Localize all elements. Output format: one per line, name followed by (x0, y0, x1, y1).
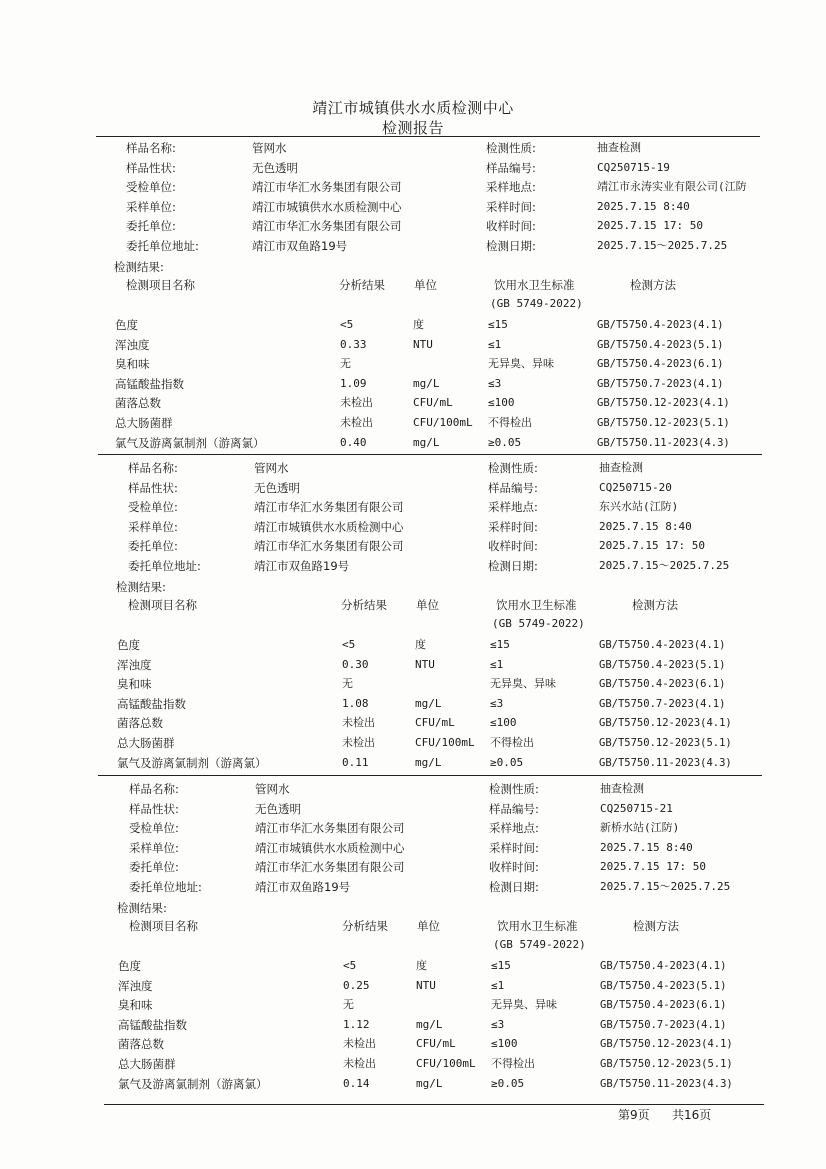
cell-item: 色度 (117, 638, 140, 652)
label-test-date: 检测日期: (486, 239, 536, 253)
cell-item: 高锰酸盐指数 (117, 696, 186, 711)
label-sampling-unit: 采样单位: (129, 840, 179, 855)
report-section (0, 459, 826, 770)
cell-result: 0.30 (342, 657, 369, 671)
table-row (0, 658, 826, 674)
cell-standard: 不得检出 (490, 736, 534, 749)
value-client-unit: 靖江市华汇水务集团有限公司 (254, 539, 404, 554)
cell-unit: mg/L (413, 376, 440, 390)
cell-standard: ≤1 (491, 978, 505, 992)
value-inspected-unit: 靖江市华汇水务集团有限公司 (254, 500, 404, 515)
label-sampling-unit: 采样单位: (128, 519, 178, 534)
table-row (0, 436, 826, 452)
label-receive-time: 收样时间: (486, 219, 536, 234)
cell-unit: 度 (415, 638, 426, 651)
cell-item: 总大肠菌群 (115, 416, 173, 430)
report-section (0, 780, 826, 1091)
cell-method: GB/T5750.7-2023(4.1) (599, 697, 726, 710)
cell-method: GB/T5750.4-2023(5.1) (600, 979, 727, 992)
label-sample-nature: 样品性状: (126, 160, 176, 175)
table-row (0, 716, 826, 732)
cell-item: 高锰酸盐指数 (118, 1017, 187, 1032)
cell-method: GB/T5750.12-2023(4.1) (597, 397, 730, 410)
cell-standard: ≤100 (491, 1037, 518, 1051)
cell-item: 浑浊度 (115, 337, 150, 352)
cell-result: 1.09 (340, 376, 367, 390)
cell-method: GB/T5750.11-2023(4.3) (597, 436, 730, 449)
label-client-unit: 委托单位: (128, 539, 178, 554)
cell-item: 臭和味 (117, 677, 152, 692)
value-sampling-site: 靖江市永涛实业有限公司(江防 (597, 180, 747, 194)
cell-result: 未检出 (340, 416, 373, 429)
table-row (0, 677, 826, 693)
value-sampling-time: 2025.7.15 8:40 (600, 840, 693, 854)
col-unit-header: 单位 (417, 919, 440, 933)
cell-result: 未检出 (340, 396, 373, 410)
cell-standard: 无异臭、异味 (491, 998, 557, 1012)
cell-method: GB/T5750.7-2023(4.1) (600, 1018, 727, 1031)
cell-standard: ≥0.05 (491, 1076, 525, 1090)
table-row (0, 979, 826, 995)
cell-item: 臭和味 (118, 998, 153, 1013)
cell-standard: ≤1 (488, 337, 502, 351)
label-test-date: 检测日期: (488, 559, 538, 573)
cell-method: GB/T5750.4-2023(5.1) (597, 338, 724, 351)
value-client-address: 靖江市双鱼路19号 (255, 880, 351, 894)
cell-standard: 无异臭、异味 (490, 677, 556, 691)
cell-unit: NTU (413, 337, 433, 351)
value-receive-time: 2025.7.15 17: 50 (597, 219, 703, 233)
cell-result: 未检出 (343, 1057, 376, 1070)
label-receive-time: 收样时间: (488, 539, 538, 554)
cell-unit: 度 (416, 959, 427, 972)
cell-result: 1.08 (342, 696, 369, 710)
cell-method: GB/T5750.4-2023(5.1) (599, 658, 726, 671)
col-result-header: 分析结果 (342, 919, 388, 933)
cell-item: 色度 (115, 318, 138, 332)
value-inspected-unit: 靖江市华汇水务集团有限公司 (252, 180, 402, 195)
cell-method: GB/T5750.12-2023(5.1) (600, 1058, 733, 1070)
cell-method: GB/T5750.7-2023(4.1) (597, 377, 724, 390)
cell-result: 无 (340, 357, 351, 371)
col-unit-header: 单位 (414, 278, 437, 292)
label-sample-name: 样品名称: (128, 461, 178, 475)
cell-result: 0.11 (342, 755, 369, 769)
cell-method: GB/T5750.12-2023(5.1) (599, 737, 732, 749)
value-test-nature: 抽查检测 (599, 461, 643, 474)
report-org-title: 靖江市城镇供水水质检测中心 (312, 99, 514, 117)
cell-item: 氯气及游离氯制剂（游离氯） (115, 435, 265, 450)
value-sampling-unit: 靖江市城镇供水水质检测中心 (252, 199, 402, 214)
cell-method: GB/T5750.4-2023(6.1) (599, 678, 726, 691)
cell-unit: CFU/mL (416, 1037, 456, 1051)
col-method-header: 检测方法 (633, 919, 679, 933)
cell-item: 总大肠菌群 (118, 1057, 176, 1071)
col-standard-header: 饮用水卫生标准 (497, 919, 578, 933)
cell-standard: 不得检出 (491, 1057, 535, 1070)
label-test-nature: 检测性质: (486, 141, 536, 155)
value-sample-name: 管网水 (255, 782, 290, 796)
label-client-unit: 委托单位: (126, 219, 176, 234)
table-row (0, 959, 826, 975)
cell-result: 未检出 (342, 736, 375, 749)
value-sample-nature: 无色透明 (252, 160, 298, 175)
cell-unit: CFU/100mL (416, 1057, 476, 1070)
col-item-header: 检测项目名称 (126, 278, 195, 292)
value-test-date: 2025.7.15～2025.7.25 (599, 559, 730, 572)
value-sampling-site: 东兴水站(江防) (599, 500, 679, 514)
table-row (0, 357, 826, 373)
cell-item: 浑浊度 (117, 657, 152, 672)
cell-item: 氯气及游离氯制剂（游离氯） (117, 755, 267, 770)
label-client-address: 委托单位地址: (126, 239, 199, 253)
label-sample-nature: 样品性状: (128, 480, 178, 495)
label-test-nature: 检测性质: (488, 461, 538, 475)
col-method-header: 检测方法 (630, 278, 676, 292)
table-row (0, 416, 826, 432)
cell-method: GB/T5750.4-2023(4.1) (597, 319, 724, 331)
value-sample-no: CQ250715-21 (600, 801, 673, 815)
cell-standard: ≤15 (491, 959, 511, 972)
label-sampling-unit: 采样单位: (126, 199, 176, 214)
cell-result: 1.12 (343, 1017, 370, 1031)
value-test-nature: 抽查检测 (597, 141, 641, 154)
value-sample-nature: 无色透明 (255, 801, 301, 816)
cell-method: GB/T5750.12-2023(4.1) (600, 1038, 733, 1051)
top-divider (96, 136, 760, 137)
value-receive-time: 2025.7.15 17: 50 (600, 860, 706, 874)
value-sampling-unit: 靖江市城镇供水水质检测中心 (254, 519, 404, 534)
cell-item: 菌落总数 (115, 396, 161, 411)
col-result-header: 分析结果 (341, 598, 387, 612)
label-client-address: 委托单位地址: (128, 559, 201, 573)
label-client-unit: 委托单位: (129, 860, 179, 875)
cell-unit: 度 (413, 318, 424, 331)
value-sampling-unit: 靖江市城镇供水水质检测中心 (255, 840, 405, 855)
col-standard-sub-header: (GB 5749-2022) (492, 617, 585, 630)
cell-result: <5 (342, 638, 356, 651)
cell-standard: ≤15 (488, 318, 508, 331)
table-row (0, 1057, 826, 1073)
col-method-header: 检测方法 (632, 598, 678, 612)
cell-unit: CFU/100mL (415, 736, 475, 749)
cell-standard: ≥0.05 (488, 435, 522, 449)
cell-method: GB/T5750.12-2023(5.1) (597, 417, 730, 429)
col-standard-header: 饮用水卫生标准 (494, 278, 575, 292)
cell-standard: ≤3 (491, 1017, 505, 1031)
label-sampling-time: 采样时间: (488, 519, 538, 534)
table-row (0, 1018, 826, 1034)
cell-unit: mg/L (416, 1017, 443, 1031)
cell-result: 无 (342, 677, 353, 691)
label-receive-time: 收样时间: (489, 860, 539, 875)
cell-standard: ≥0.05 (490, 755, 524, 769)
table-row (0, 396, 826, 412)
cell-result: 无 (343, 998, 354, 1012)
col-result-header: 分析结果 (339, 278, 385, 292)
label-inspected-unit: 受检单位: (129, 821, 179, 836)
page-total: 共16页 (672, 1108, 712, 1122)
col-standard-sub-header: (GB 5749-2022) (490, 297, 583, 310)
cell-item: 菌落总数 (118, 1037, 164, 1052)
table-row (0, 377, 826, 393)
table-row (0, 318, 826, 334)
label-sampling-site: 采样地点: (489, 821, 539, 836)
cell-method: GB/T5750.12-2023(4.1) (599, 717, 732, 730)
value-inspected-unit: 靖江市华汇水务集团有限公司 (255, 821, 405, 836)
value-sample-name: 管网水 (252, 141, 287, 155)
cell-unit: NTU (415, 657, 435, 671)
col-standard-header: 饮用水卫生标准 (496, 598, 577, 612)
table-row (0, 756, 826, 772)
results-label: 检测结果: (116, 580, 166, 594)
cell-standard: ≤1 (490, 657, 504, 671)
cell-standard: 不得检出 (488, 416, 532, 429)
cell-standard: ≤100 (488, 396, 515, 410)
col-standard-sub-header: (GB 5749-2022) (493, 938, 586, 951)
results-label: 检测结果: (117, 901, 167, 915)
value-client-unit: 靖江市华汇水务集团有限公司 (255, 860, 405, 875)
cell-unit: mg/L (415, 755, 442, 769)
cell-unit: mg/L (416, 1076, 443, 1090)
cell-unit: mg/L (413, 435, 440, 449)
cell-method: GB/T5750.11-2023(4.3) (599, 756, 732, 769)
section-divider (98, 454, 762, 455)
cell-item: 浑浊度 (118, 978, 153, 993)
label-test-nature: 检测性质: (489, 782, 539, 796)
value-sampling-time: 2025.7.15 8:40 (597, 199, 690, 213)
label-test-date: 检测日期: (489, 880, 539, 894)
label-inspected-unit: 受检单位: (128, 500, 178, 515)
cell-unit: CFU/mL (415, 716, 455, 730)
report-section (0, 139, 826, 450)
cell-method: GB/T5750.4-2023(6.1) (597, 358, 724, 371)
cell-item: 臭和味 (115, 357, 150, 372)
value-client-address: 靖江市双鱼路19号 (254, 559, 350, 573)
cell-item: 总大肠菌群 (117, 736, 175, 750)
cell-result: 0.33 (340, 337, 367, 351)
value-sample-no: CQ250715-20 (599, 480, 672, 494)
value-test-date: 2025.7.15～2025.7.25 (597, 239, 728, 252)
cell-result: 0.40 (340, 435, 367, 449)
table-row (0, 1077, 826, 1093)
section-divider (98, 775, 762, 776)
col-item-header: 检测项目名称 (129, 919, 198, 933)
cell-unit: CFU/100mL (413, 416, 473, 429)
table-row (0, 338, 826, 354)
label-sampling-site: 采样地点: (486, 180, 536, 195)
cell-method: GB/T5750.4-2023(6.1) (600, 999, 727, 1012)
cell-item: 高锰酸盐指数 (115, 376, 184, 391)
results-label: 检测结果: (114, 260, 164, 274)
label-sample-name: 样品名称: (126, 141, 176, 155)
value-sample-no: CQ250715-19 (597, 160, 670, 174)
cell-unit: mg/L (415, 696, 442, 710)
table-row (0, 638, 826, 654)
cell-standard: ≤15 (490, 638, 510, 651)
label-sample-nature: 样品性状: (129, 801, 179, 816)
label-sampling-time: 采样时间: (486, 199, 536, 214)
cell-standard: ≤3 (490, 696, 504, 710)
col-unit-header: 单位 (416, 598, 439, 612)
cell-item: 色度 (118, 959, 141, 973)
label-sample-no: 样品编号: (489, 801, 539, 816)
label-sample-no: 样品编号: (488, 480, 538, 495)
report-title: 检测报告 (381, 119, 444, 137)
value-test-date: 2025.7.15～2025.7.25 (600, 880, 731, 893)
value-client-unit: 靖江市华汇水务集团有限公司 (252, 219, 402, 234)
cell-result: 0.25 (343, 978, 370, 992)
table-row (0, 998, 826, 1014)
cell-method: GB/T5750.4-2023(4.1) (599, 639, 726, 651)
cell-unit: CFU/mL (413, 396, 453, 410)
label-sampling-time: 采样时间: (489, 840, 539, 855)
label-inspected-unit: 受检单位: (126, 180, 176, 195)
value-sample-name: 管网水 (254, 461, 289, 475)
table-row (0, 736, 826, 752)
cell-result: <5 (340, 318, 354, 331)
table-row (0, 1037, 826, 1053)
cell-method: GB/T5750.4-2023(4.1) (600, 960, 727, 972)
value-test-nature: 抽查检测 (600, 782, 644, 795)
label-sample-no: 样品编号: (486, 160, 536, 175)
value-sampling-time: 2025.7.15 8:40 (599, 519, 692, 533)
table-row (0, 697, 826, 713)
value-sample-nature: 无色透明 (254, 480, 300, 495)
label-client-address: 委托单位地址: (129, 880, 202, 894)
label-sample-name: 样品名称: (129, 782, 179, 796)
cell-result: <5 (343, 959, 357, 972)
value-sampling-site: 新桥水站(江防) (600, 821, 680, 835)
cell-method: GB/T5750.11-2023(4.3) (600, 1077, 733, 1090)
cell-standard: ≤3 (488, 376, 502, 390)
cell-standard: ≤100 (490, 716, 517, 730)
cell-result: 未检出 (343, 1037, 376, 1051)
cell-standard: 无异臭、异味 (488, 357, 554, 371)
footer-divider (104, 1104, 764, 1105)
page-number: 第9页 (618, 1108, 650, 1122)
label-sampling-site: 采样地点: (488, 500, 538, 515)
cell-item: 氯气及游离氯制剂（游离氯） (118, 1076, 268, 1091)
cell-unit: NTU (416, 978, 436, 992)
cell-item: 菌落总数 (117, 716, 163, 731)
value-client-address: 靖江市双鱼路19号 (252, 239, 348, 253)
value-receive-time: 2025.7.15 17: 50 (599, 539, 705, 553)
col-item-header: 检测项目名称 (128, 598, 197, 612)
cell-result: 0.14 (343, 1076, 370, 1090)
cell-result: 未检出 (342, 716, 375, 730)
